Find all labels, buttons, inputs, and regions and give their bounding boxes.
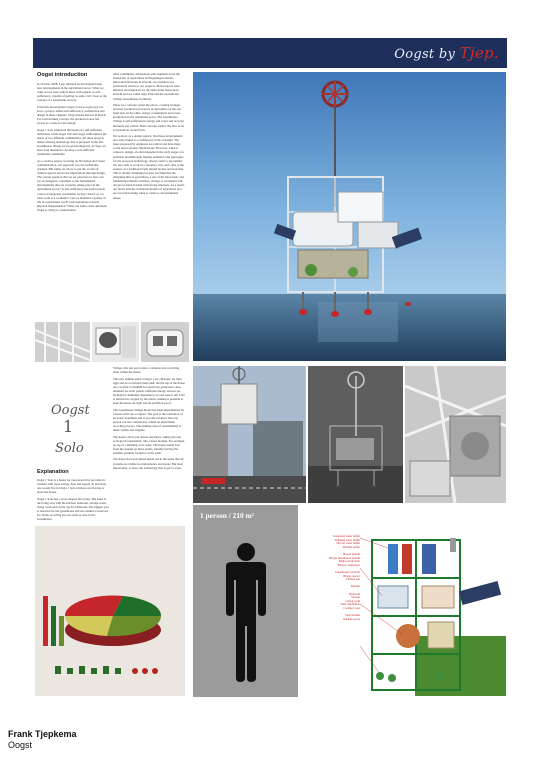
logo-oogst: Oogst xyxy=(51,403,90,418)
diagram-label: Hot tap water buffer xyxy=(336,541,360,546)
intro-paragraph: These two concepts given me above, creating stronger between production processes in agriculture on the one hand and, on the other, energy consumption and waste production in the residential sector. The Greenhouse Village is self-sufficient in energy and water and recycles nutrients and carbon. Both concepts endow the idea of an ecosystem in closed form. xyxy=(113,103,185,132)
explanation-paragraph: Village, this last part forms a complete new recycling plant within the house. xyxy=(113,366,180,375)
project-name: Oogst xyxy=(8,740,33,750)
diagram-label: Biogas reactor xyxy=(343,573,360,578)
intro-paragraph: Oogst 1 Solo addressed the needs of a self-sufficient individual, while Oogst 100 and Oogst 1000 address the needs of two different communities. All three projects utilize existing technology that is proposed in the The Greenhouse Village (www.greenvillage.nl). At Tjep. we have long intended to develop a self-sufficient residential community. xyxy=(37,127,107,157)
logo-solo: Solo xyxy=(55,441,84,456)
diagram-label: Storage xyxy=(351,595,360,600)
explanation-paragraph: The only animals held at Oogst 1 are chickens, for their eggs and an occasional main dish. On the top of the house one can find a windmill for electricity generation. Also mounted are solar panels. Different energy sources are included to minimize dependency on one source. All CO2 is turned into oxygen by the plants, making it possible to keep the house air-tight and air pollution proof. xyxy=(113,376,185,406)
diagram-label: Bedroom xyxy=(349,591,360,596)
diagram-label: Biogas compressor xyxy=(337,562,360,567)
author-name: Frank Tjepkema xyxy=(8,729,77,739)
diagram-label: Stair module xyxy=(345,613,360,618)
person-area-label: 1 person / 210 m² xyxy=(200,511,254,520)
intro-column-1 xyxy=(37,82,107,320)
diagram-label: Living room xyxy=(345,598,360,603)
thumb-structure-1 xyxy=(35,322,90,362)
explanation-paragraph: Oogst 1 Solo is a house for one person that provides its resident with food, energy, heat and supply. In principle, one would live in Oogst 1 Solo without ever having to leave the house. xyxy=(37,478,107,495)
diagram-label: Biogas system xyxy=(343,551,360,556)
person-silhouette-icon xyxy=(220,542,272,682)
diagram-label: Kitchen xyxy=(350,584,360,589)
hero-render-illustration xyxy=(193,72,506,361)
header-banner xyxy=(33,38,507,68)
brand-signature: Tjep. xyxy=(459,44,499,62)
photo-city-street xyxy=(193,366,306,503)
diagram-label: Drinking water buffer xyxy=(334,537,360,542)
diagram-label: Thermal buffer xyxy=(342,544,360,549)
explanation-paragraph: The Greenhouse Village model has been implemented for a house with one occupant. The goal is the realisation of an iconic statement and to provide evidence that one person can live comfortably within an identifiable recycling process. The ultimate idea of sustainability is made visible and tangible. xyxy=(113,407,185,433)
diagram-label-list xyxy=(312,535,360,621)
explanation-column-1 xyxy=(37,478,109,523)
intro-paragraph: As a creative agency focusing on 3D design and visual communication, our approach was not technically oriented. But rather we chose to put the accent on cultural aspects and social implications through design. The central question that we set ourselves is: how can we, as designers, contribute to the fundamental developments that are currently taking place in the agricultural sector? Is self-sufficiency the path towards a more ecologically sustainable society? And if so, on what scale is it workable? Can we maintain a quality of life in a globalized world with aspirations towards physical independence? These are some of the questions Oogst is trying to contextualize. xyxy=(37,158,107,212)
intro-paragraph: In October 2008, Tjep. initiated an investigation into new developments in the agricultural sector. What we came across were radical ideas with regards to self-sufficiency, capable of getting us quite a bit closer to the concept of a sustainable society. xyxy=(37,82,107,103)
diagram-label: Outside access xyxy=(342,616,360,621)
render-detail-closeup xyxy=(405,366,506,503)
explanation-paragraph: The house can be put almost anywhere, taking just one ecological requirement: like a lunar module. For example, on top of a building or in water. The house stands 6 m from the ground on these points, literally leaving the smallest possible footprint on the earth. xyxy=(113,434,185,455)
diagram-label: Greenhouse (vertical) xyxy=(334,569,360,574)
brand-logo xyxy=(394,44,499,62)
brand-text: Oogst by xyxy=(394,47,456,62)
thumb-interior-pod xyxy=(141,322,189,362)
oogst-solo-logo xyxy=(45,398,95,460)
diagram-label: Biogas distribution system xyxy=(329,555,360,560)
logo-number: 1 xyxy=(63,417,74,436)
diagram-label: Chicken run xyxy=(345,577,360,582)
explanation-paragraph: The house has been turned inside out in the sense that all systems are visible for maintenance and repair. But most importantly, to show the technology that is put to work. xyxy=(113,457,184,470)
resource-pie-chart xyxy=(35,526,185,696)
intro-paragraph: After preliminary discussions with engineers from the University of Agriculture in Wageningen and the Innovation Network in Utrecht, our attention was particularly drawn to two projects. Both projects were initiated and supported by the Innovation Network in Utrecht and are called Agro Park and the Greenhouse Village (Greenhouse in Dutch). xyxy=(113,72,180,101)
explanation-column-2 xyxy=(113,366,185,522)
thumb-window-pod xyxy=(92,322,139,362)
hero-render-sea xyxy=(193,72,506,361)
intro-column-2 xyxy=(113,72,185,320)
intro-heading: Oogst introduction xyxy=(37,72,88,78)
diagram-label: Integrated water buffer xyxy=(333,534,360,538)
diagram-label: Solar installation xyxy=(340,602,360,607)
intro-paragraph: We noticed, as a design agency, that these developments are rarely linked to a satisfactory form of design. The ideas proposed by engineers are radical and have huge social and economic implications. However, when it comes to design, an often happens in the early stages of a technical breakthrough, finding aesthetics and typologies for the proposed technology, always seem to lag behind. We also seek to work in a visionary way, and come to the essence of a traditional farm should be like and look like. This is doubly intriguing because we think that the intriguing hint of agriculture, a one of the more basic and fundamental human activities, change or revolution will always go hand in hand with strong emotions. As a result, our farms lack the traditional models of agriculture and are forward-looking when it comes to environmental issues. xyxy=(113,134,185,200)
render-grey-tower xyxy=(308,366,403,503)
diagram-label: Bathroom & toilet xyxy=(338,559,360,564)
explanation-heading: Explanation xyxy=(37,469,69,475)
intro-paragraph: From this investigation Oogst (wwww.oogst.org) was born, a project aimed self-sufficiency, architecture and design in those chapters. Oogst means harvest in Dutch. For each forming concept, the production area has served as a basis for the design. xyxy=(37,104,107,126)
explanation-paragraph: Oogst 1 Solo has a cross-shaped floor plan. The heart is the living area with the kitchen, bedroom, storage room, living room and on the top the bathroom. The biggest part is reserved for the greenhouse and site market is reserved for all the recycling process such as ones in the Greenhouse. xyxy=(37,496,109,522)
diagram-label: Cooling tower xyxy=(343,605,360,610)
